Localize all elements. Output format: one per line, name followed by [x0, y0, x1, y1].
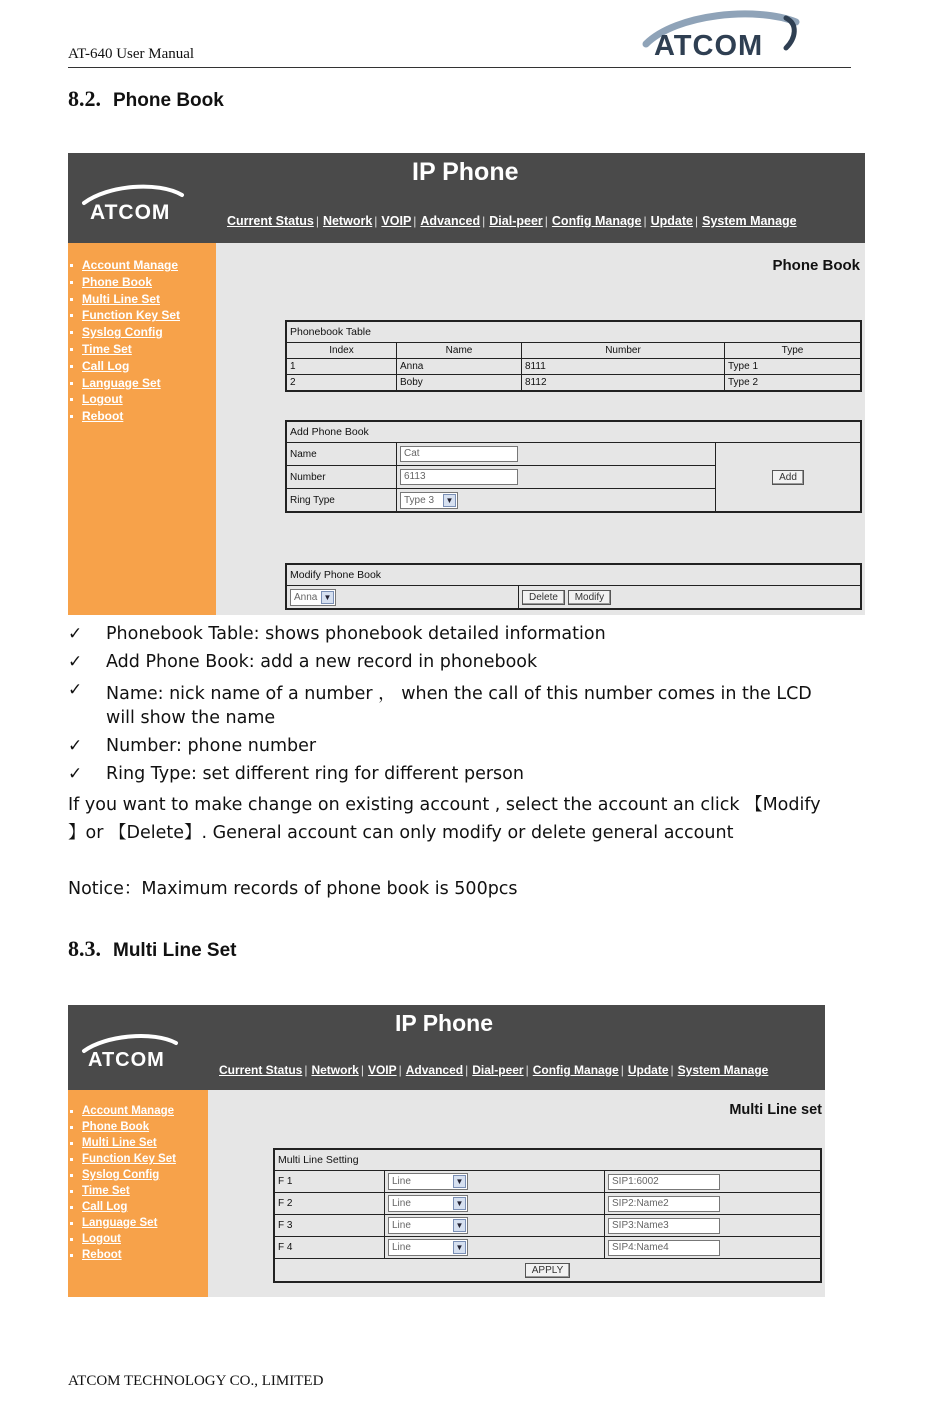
chevron-down-icon: ▼	[453, 1197, 466, 1210]
nav-advanced[interactable]: Advanced	[405, 1063, 464, 1077]
sidebar-item-language-set[interactable]: Language Set	[68, 1215, 208, 1231]
add-phone-book-form	[285, 420, 862, 513]
manual-title: AT-640 User Manual	[68, 46, 195, 62]
sidebar-item-phone-book[interactable]: Phone Book	[68, 1119, 208, 1135]
nav-dial-peer[interactable]: Dial-peer	[489, 214, 543, 228]
check-icon: ✓	[68, 652, 83, 672]
line-type-select[interactable]: Line ▼	[388, 1173, 468, 1190]
footer-company: ATCOM TECHNOLOGY CO., LIMITED	[68, 1373, 324, 1389]
bullet-item: ✓ Name: nick name of a number ， when the call of this number comes in the LCD	[68, 680, 812, 704]
cell-name: Anna	[397, 359, 522, 375]
chevron-down-icon: ▼	[443, 494, 456, 507]
line-value-input[interactable]: SIP4:Name4	[608, 1240, 720, 1256]
app-logo-text: ATCOM	[90, 201, 171, 224]
ring-type-label: Ring Type	[287, 489, 397, 512]
sidebar-item-logout[interactable]: Logout	[68, 1231, 208, 1247]
atcom-logo	[636, 8, 816, 68]
form-caption: Add Phone Book	[287, 422, 861, 443]
nav-config-manage[interactable]: Config Manage	[551, 214, 642, 228]
phone-book-screenshot	[68, 153, 865, 615]
bullet-item: ✓ Number: phone number	[68, 736, 317, 756]
line-type-select[interactable]: Line ▼	[388, 1239, 468, 1256]
paragraph-line: If you want to make change on existing account , select the account an click 【Modify	[68, 795, 821, 815]
nav-advanced[interactable]: Advanced	[420, 214, 481, 228]
paragraph-line: 】or 【Delete】. General account can only modify or delete general account	[68, 823, 734, 843]
section-heading-multi-line-set	[68, 936, 237, 962]
column-header: Number	[522, 343, 725, 359]
cell-type: Type 1	[725, 359, 861, 375]
sidebar-item-language-set[interactable]: Language Set	[68, 375, 216, 392]
column-header: Name	[397, 343, 522, 359]
nav-system-manage[interactable]: System Manage	[677, 1063, 769, 1077]
line-type-select[interactable]: Line ▼	[388, 1217, 468, 1234]
sidebar-item-logout[interactable]: Logout	[68, 391, 216, 408]
sidebar-item-function-key-set[interactable]: Function Key Set	[68, 307, 216, 324]
bullet-item: ✓ Ring Type: set different ring for different person	[68, 764, 524, 784]
sidebar-item-reboot[interactable]: Reboot	[68, 408, 216, 425]
sidebar-item-syslog-config[interactable]: Syslog Config	[68, 1167, 208, 1183]
nav-dial-peer[interactable]: Dial-peer	[472, 1063, 524, 1077]
app-title: IP Phone	[412, 158, 519, 186]
sidebar-item-function-key-set[interactable]: Function Key Set	[68, 1151, 208, 1167]
table-row	[275, 1237, 821, 1259]
page-label: Phone Book	[772, 257, 860, 274]
cell-number: 8112	[522, 375, 725, 391]
cell-type: Type 2	[725, 375, 861, 391]
sidebar	[68, 1090, 208, 1297]
multi-line-setting-table	[273, 1148, 822, 1283]
line-value-input[interactable]: SIP1:6002	[608, 1174, 720, 1190]
nav-update[interactable]: Update	[627, 1063, 669, 1077]
column-header: Type	[725, 343, 861, 359]
column-header: Index	[287, 343, 397, 359]
chevron-down-icon: ▼	[453, 1219, 466, 1232]
row-key: F 1	[275, 1171, 385, 1193]
section-number: 8.2.	[68, 86, 101, 111]
sidebar-item-account-manage[interactable]: Account Manage	[68, 1103, 208, 1119]
sidebar-item-multi-line-set[interactable]: Multi Line Set	[68, 291, 216, 308]
sidebar-item-call-log[interactable]: Call Log	[68, 358, 216, 375]
nav-update[interactable]: Update	[650, 214, 693, 228]
name-label: Name	[287, 443, 397, 466]
cell-index: 2	[287, 375, 397, 391]
form-caption: Modify Phone Book	[287, 565, 861, 586]
multi-line-set-screenshot	[68, 1005, 825, 1297]
cell-name: Boby	[397, 375, 522, 391]
chevron-down-icon: ▼	[321, 591, 334, 604]
nav-config-manage[interactable]: Config Manage	[532, 1063, 619, 1077]
section-number: 8.3.	[68, 936, 101, 961]
top-nav: Current Status | Network | VOIP | Advanced | Dial-peer | Config Manage | Update | System Manage	[227, 214, 797, 228]
sidebar-item-call-log[interactable]: Call Log	[68, 1199, 208, 1215]
logo-text: ATCOM	[654, 30, 764, 62]
table-caption: Phonebook Table	[287, 322, 861, 343]
sidebar-item-phone-book[interactable]: Phone Book	[68, 274, 216, 291]
delete-button[interactable]: Delete	[522, 590, 565, 605]
table-row	[275, 1215, 821, 1237]
table-row	[275, 1171, 821, 1193]
apply-button[interactable]: APPLY	[525, 1263, 571, 1278]
modify-phone-book-form	[285, 563, 862, 610]
sidebar-item-syslog-config[interactable]: Syslog Config	[68, 324, 216, 341]
table-row	[275, 1193, 821, 1215]
page-label: Multi Line set	[729, 1102, 822, 1118]
modify-select[interactable]: Anna ▼	[290, 589, 336, 606]
table-row	[287, 359, 861, 375]
row-key: F 3	[275, 1215, 385, 1237]
nav-voip[interactable]: VOIP	[381, 214, 412, 228]
nav-network[interactable]: Network	[311, 1063, 359, 1077]
app-logo	[78, 1031, 183, 1073]
check-icon: ✓	[68, 680, 83, 700]
app-logo	[78, 181, 188, 225]
sidebar-item-account-manage[interactable]: Account Manage	[68, 257, 216, 274]
line-value-input[interactable]: SIP3:Name3	[608, 1218, 720, 1234]
table-row	[287, 375, 861, 391]
ring-type-select[interactable]: Type 3 ▼	[400, 492, 458, 509]
header-rule	[68, 67, 851, 68]
add-button[interactable]: Add	[772, 470, 804, 485]
sidebar	[68, 243, 216, 615]
app-title: IP Phone	[395, 1010, 493, 1036]
chevron-down-icon: ▼	[453, 1241, 466, 1254]
nav-current-status[interactable]: Current Status	[219, 1063, 303, 1077]
table-caption: Multi Line Setting	[275, 1150, 821, 1171]
app-logo-text: ATCOM	[88, 1049, 165, 1071]
number-label: Number	[287, 466, 397, 489]
bullet-item: ✓ Phonebook Table: shows phonebook detailed information	[68, 624, 606, 644]
sidebar-item-multi-line-set[interactable]: Multi Line Set	[68, 1135, 208, 1151]
modify-button[interactable]: Modify	[568, 590, 611, 605]
section-title: Multi Line Set	[113, 940, 237, 961]
section-heading-phone-book	[68, 86, 224, 112]
nav-network[interactable]: Network	[322, 214, 373, 228]
row-key: F 2	[275, 1193, 385, 1215]
number-input[interactable]: 6113	[400, 469, 518, 485]
line-type-select[interactable]: Line ▼	[388, 1195, 468, 1212]
section-title: Phone Book	[113, 90, 224, 111]
sidebar-item-time-set[interactable]: Time Set	[68, 341, 216, 358]
name-input[interactable]: Cat	[400, 446, 518, 462]
line-value-input[interactable]: SIP2:Name2	[608, 1196, 720, 1212]
check-icon: ✓	[68, 624, 83, 644]
notice-text: Notice：Maximum records of phone book is 500pcs	[68, 879, 518, 899]
row-key: F 4	[275, 1237, 385, 1259]
sidebar-item-reboot[interactable]: Reboot	[68, 1247, 208, 1263]
nav-system-manage[interactable]: System Manage	[702, 214, 797, 228]
chevron-down-icon: ▼	[453, 1175, 466, 1188]
top-nav: Current Status | Network | VOIP | Advanced | Dial-peer | Config Manage | Update | System Manage	[219, 1063, 769, 1077]
bullet-item: ✓ Add Phone Book: add a new record in phonebook	[68, 652, 538, 672]
sidebar-item-time-set[interactable]: Time Set	[68, 1183, 208, 1199]
cell-number: 8111	[522, 359, 725, 375]
check-icon: ✓	[68, 736, 83, 756]
nav-current-status[interactable]: Current Status	[227, 214, 314, 228]
bullet-continuation: will show the name	[106, 708, 276, 728]
phonebook-table	[285, 320, 862, 392]
check-icon: ✓	[68, 764, 83, 784]
cell-index: 1	[287, 359, 397, 375]
nav-voip[interactable]: VOIP	[367, 1063, 397, 1077]
